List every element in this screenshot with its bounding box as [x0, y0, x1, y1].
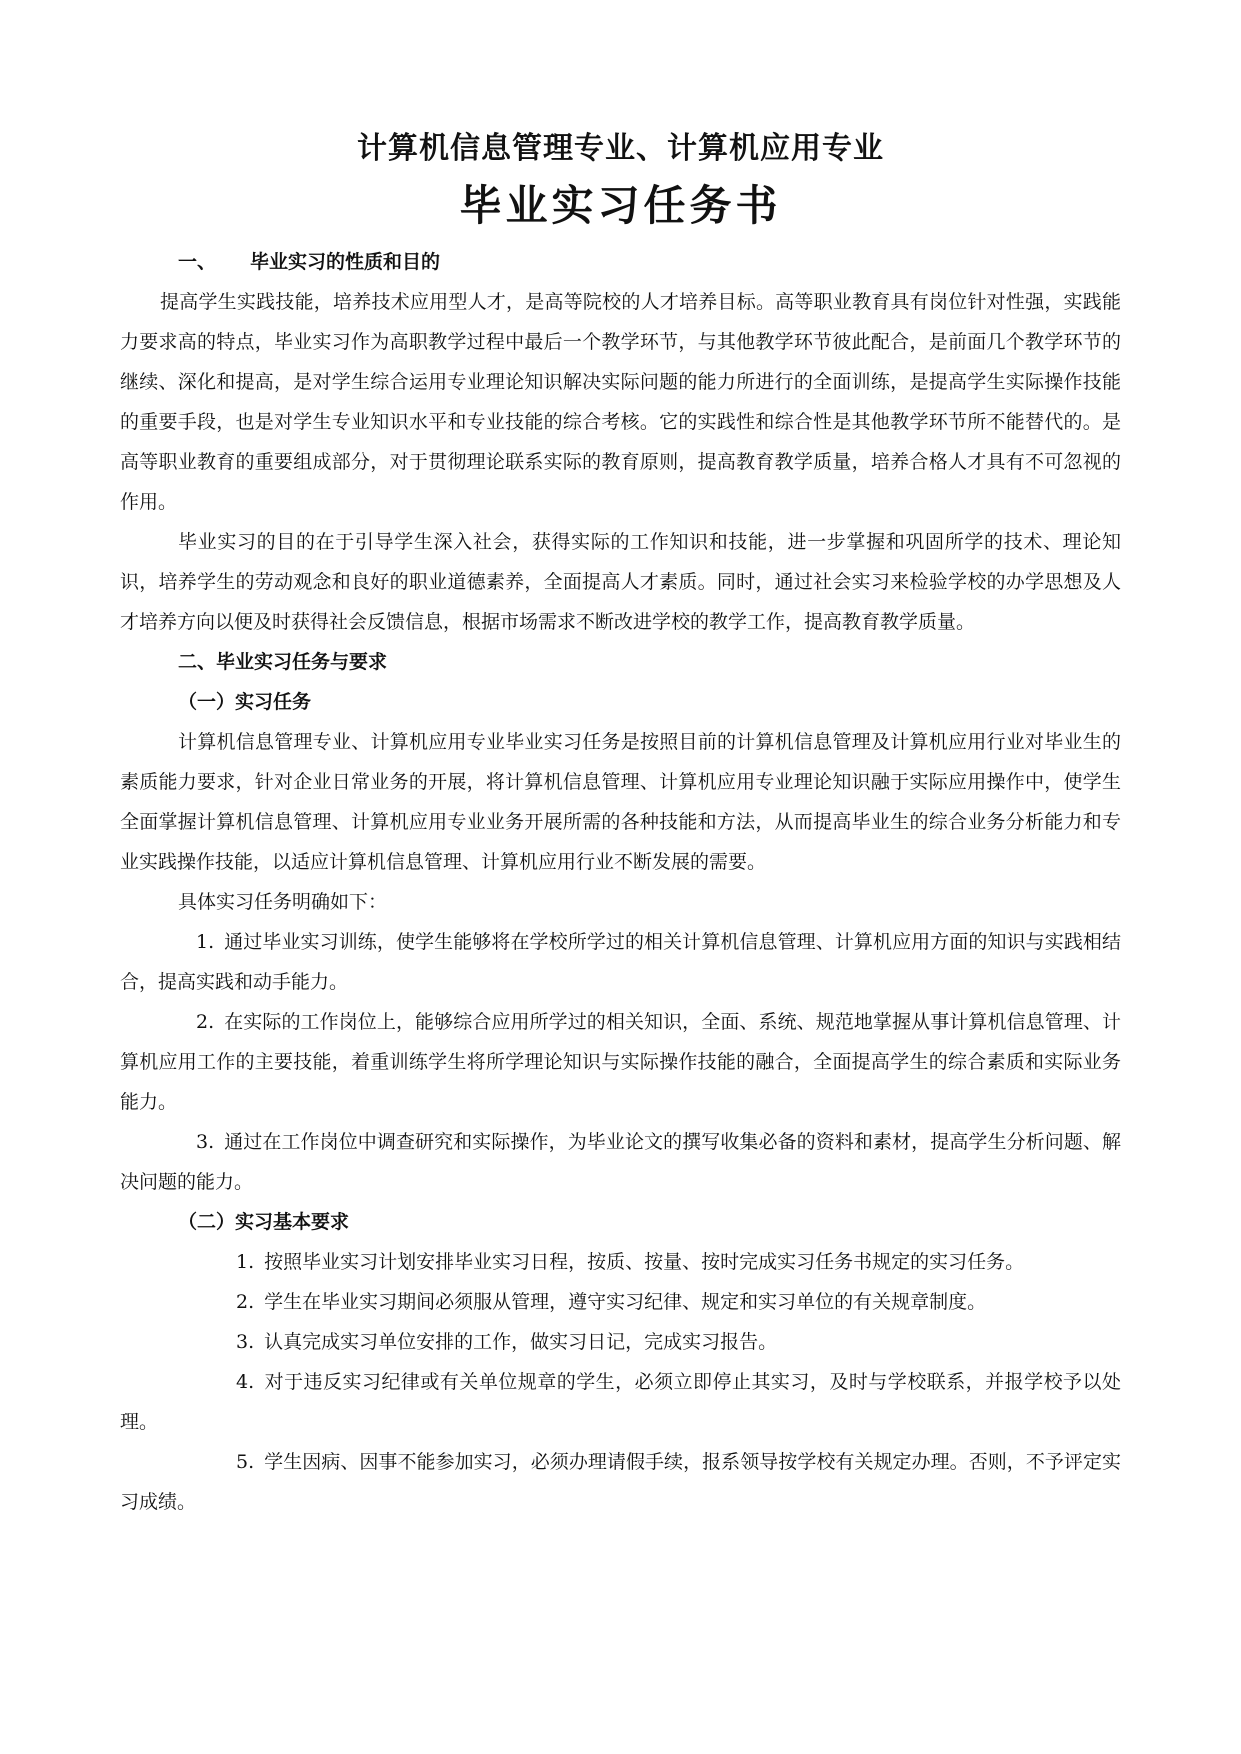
requirement-item-3 — [120, 1322, 1121, 1362]
task-item-1-text: 通过毕业实习训练，使学生能够将在学校所学过的相关计算机信息管理、计算机应用方面的知识与实践相结合，提高实践和动手能力。 — [120, 931, 1121, 993]
requirement-item-4-number: 4. — [236, 1371, 255, 1393]
task-item-3-text: 通过在工作岗位中调查研究和实际操作，为毕业论文的撰写收集必备的资料和素材，提高学生分析问题、解决问题的能力。 — [120, 1131, 1121, 1193]
requirement-item-1-text: 按照毕业实习计划安排毕业实习日程，按质、按量、按时完成实习任务书规定的实习任务。 — [264, 1251, 1025, 1273]
requirement-item-5-number: 5. — [236, 1451, 255, 1473]
task-item-2 — [120, 1002, 1121, 1122]
requirement-item-4-text: 对于违反实习纪律或有关单位规章的学生，必须立即停止其实习，及时与学校联系，并报学校予以处理。 — [120, 1371, 1121, 1433]
requirement-item-2 — [120, 1282, 1121, 1322]
task-item-2-text: 在实际的工作岗位上，能够综合应用所学过的相关知识，全面、系统、规范地掌握从事计算机信息管理、计算机应用工作的主要技能，着重训练学生将所学理论知识与实际操作技能的融合，全面提高学生的综合素质和实际业务能力。 — [120, 1011, 1121, 1113]
document-page — [120, 124, 1121, 1522]
requirement-item-5 — [120, 1442, 1121, 1522]
section1-heading — [120, 242, 1121, 282]
requirement-item-4 — [120, 1362, 1121, 1442]
subsection1-intro: 具体实习任务明确如下： — [178, 891, 388, 913]
document-title-line2: 毕业实习任务书 — [459, 181, 782, 230]
document-title-line1: 计算机信息管理专业、计算机应用专业 — [357, 131, 884, 166]
requirement-item-3-number: 3. — [236, 1331, 255, 1353]
subsection1-heading: （一）实习任务 — [178, 691, 312, 713]
task-item-3 — [120, 1122, 1121, 1202]
subsection1-paragraph: 计算机信息管理专业、计算机应用专业毕业实习任务是按照目前的计算机信息管理及计算机应用行业对毕业生的素质能力要求，针对企业日常业务的开展，将计算机信息管理、计算机应用专业理论知识融于实际应用操作中，使学生全面掌握计算机信息管理、计算机应用专业业务开展所需的各种技能和方法，从而提高毕业生的综合业务分析能力和专业实践操作技能，以适应计算机信息管理、计算机应用行业不断发展的需要。 — [120, 731, 1121, 873]
requirement-item-3-text: 认真完成实习单位安排的工作，做实习日记，完成实习报告。 — [264, 1331, 778, 1353]
section1-paragraph-2: 毕业实习的目的在于引导学生深入社会，获得实际的工作知识和技能，进一步掌握和巩固所学的技术、理论知识，培养学生的劳动观念和良好的职业道德素养，全面提高人才素质。同时，通过社会实习来检验学校的办学思想及人才培养方向以便及时获得社会反馈信息，根据市场需求不断改进学校的教学工作，提高教育教学质量。 — [120, 531, 1121, 633]
requirement-item-1-number: 1. — [236, 1251, 255, 1273]
requirement-item-5-text: 学生因病、因事不能参加实习，必须办理请假手续，报系领导按学校有关规定办理。否则，不予评定实习成绩。 — [120, 1451, 1121, 1513]
task-item-1-number: 1. — [196, 931, 215, 953]
requirement-item-2-number: 2. — [236, 1291, 255, 1313]
task-item-1 — [120, 922, 1121, 1002]
subsection2-heading: （二）实习基本要求 — [178, 1211, 350, 1233]
requirement-item-2-text: 学生在毕业实习期间必须服从管理，遵守实习纪律、规定和实习单位的有关规章制度。 — [264, 1291, 987, 1313]
section1-paragraph-1: 提高学生实践技能，培养技术应用型人才，是高等院校的人才培养目标。高等职业教育具有岗位针对性强，实践能力要求高的特点，毕业实习作为高职教学过程中最后一个教学环节，与其他教学环节彼此配合，是前面几个教学环节的继续、深化和提高，是对学生综合运用专业理论知识解决实际问题的能力所进行的全面训练，是提高学生实际操作技能的重要手段，也是对学生专业知识水平和专业技能的综合考核。它的实践性和综合性是其他教学环节所不能替代的。是高等职业教育的重要组成部分，对于贯彻理论联系实际的教育原则，提高教育教学质量，培养合格人才具有不可忽视的作用。 — [120, 291, 1121, 513]
task-item-2-number: 2. — [196, 1011, 215, 1033]
requirement-item-1 — [120, 1242, 1121, 1282]
section1-number: 一、 — [178, 251, 217, 273]
task-item-3-number: 3. — [196, 1131, 215, 1153]
section2-heading: 二、毕业实习任务与要求 — [178, 651, 388, 673]
section1-title: 毕业实习的性质和目的 — [250, 251, 441, 273]
